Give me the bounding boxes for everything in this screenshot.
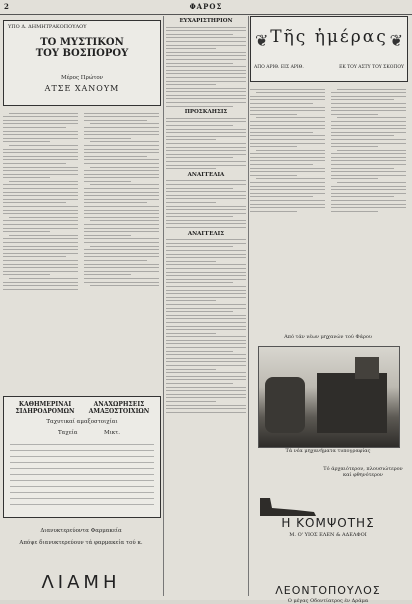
left-column xyxy=(3,16,161,596)
serial-title-line2: ΤΟΥ ΒΟΣΠΟΡΟΥ xyxy=(35,48,129,59)
todays-text-col-a xyxy=(250,86,325,214)
serial-author: ΑΤΣΕ ΧΑΝΟΥΜ xyxy=(44,84,120,93)
ad-liami: ΛΙΑΜΗ xyxy=(41,572,121,593)
middle-column xyxy=(166,16,246,596)
serial-title xyxy=(4,37,160,59)
press-machine-a xyxy=(265,377,305,433)
pharmacies-heading: Διανυκτερεύοντα Φαρμακεία xyxy=(40,528,122,534)
press-machine-b xyxy=(317,373,387,433)
middle-text-block-3 xyxy=(166,180,246,228)
ad-kompotis-name: Η ΚΟΜΨΟΤΗΣ xyxy=(281,516,375,530)
shoe-icon xyxy=(256,496,318,518)
serial-title-line1: ΤΟ ΜΥΣΤΙΚΟΝ xyxy=(40,37,124,48)
machine-caption: Τά νέα μηχανήματα τυπογραφίας xyxy=(285,448,371,454)
serial-text-col-b xyxy=(84,110,159,289)
train-schedule-subheading: Ταχυτικαί αμαξοστοιχίαι xyxy=(46,419,118,425)
middle-text-block-2 xyxy=(166,118,246,169)
column-divider-right xyxy=(248,16,249,596)
right-column xyxy=(250,16,408,604)
middle-heading-invitation: ΠΡΟΣΚΛΗΣΙΣ xyxy=(184,109,228,116)
ornament-left-icon: ❦ xyxy=(255,31,269,50)
middle-text-block-1 xyxy=(166,27,246,107)
ad-kompotis-sub: Μ. Ο' ΥΙΟΣ ΕΛΕΝ & ΑΔΕΛΦΟΙ xyxy=(289,532,367,538)
train-column-fast: Ταχεία xyxy=(58,430,78,436)
train-schedule-heading-left: ΚΑΘΗΜΕΡΙΝΑΙ ΣΙΔΗΡΟΔΡΟΜΩΝ xyxy=(15,401,75,415)
newspaper-name: ΦΑΡΟΣ xyxy=(189,2,223,11)
ad-kompotis-header: Τό άρχαιότερον, πλουσιώτερον καί φθηνότερον xyxy=(323,466,403,478)
column-divider-left xyxy=(163,16,164,596)
ad-kompotis xyxy=(250,456,406,546)
middle-heading-thanks: ΕΥΧΑΡΙΣΤΗΡΙΟΝ xyxy=(179,18,233,24)
pharmacies-detail: Απόψε διανυκτερεύουν τά φαρμακεία τού κ. xyxy=(19,540,143,546)
todays-column-masthead xyxy=(250,16,408,82)
ad-leontopoulos-sub: Ο μέγας Οδοντίατρος έν Δράμα xyxy=(287,598,369,604)
masthead-right-caption: ΕΚ ΤΟΥ ΑΣΤΥ ΤΟΥ ΣΚΟΠΟΥ xyxy=(339,65,404,70)
middle-heading-announcement-2: ΑΝΑΓΓΕΛΙΣ xyxy=(187,230,225,237)
masthead-left-caption: ΑΠΟ ΑΡΙΘ. ΕΙΣ ΑΡΙΘ. xyxy=(254,65,304,70)
todays-text-col-b xyxy=(331,86,406,214)
serial-story-box xyxy=(3,20,161,106)
train-column-mixed: Μικτ. xyxy=(104,430,121,436)
train-schedule-box xyxy=(3,396,161,518)
serial-author-credit: ΥΠΟ Δ. ΔΗΜΗΤΡΑΚΟΠΟΥΛΟΥ xyxy=(8,24,87,30)
train-schedule-heading-right: ΑΝΑΧΩΡΗΣΕΙΣ ΑΜΑΞΟΣΤΟΙΧΙΩΝ xyxy=(88,401,150,415)
ad-leontopoulos: ΛΕΟΝΤΟΠΟΥΛΟΣ xyxy=(275,584,381,597)
page-number: 2 xyxy=(4,2,9,11)
serial-part: Μέρος Πρώτον xyxy=(60,75,104,81)
todays-column-title: Τῆς ἡμέρας xyxy=(270,27,388,47)
train-schedule-rows xyxy=(10,439,154,510)
page-header xyxy=(0,0,412,15)
ornament-right-icon: ❦ xyxy=(389,31,403,50)
photo-caption: Από τάν νέων μηχανών τού Φάρου xyxy=(284,334,372,340)
middle-text-block-4 xyxy=(166,239,246,413)
press-machine-c xyxy=(355,357,379,379)
printing-press-photo xyxy=(258,346,400,448)
middle-heading-announcement: ΑΝΑΓΓΕΛΙΑ xyxy=(187,171,225,178)
serial-text-col-a xyxy=(3,110,78,292)
